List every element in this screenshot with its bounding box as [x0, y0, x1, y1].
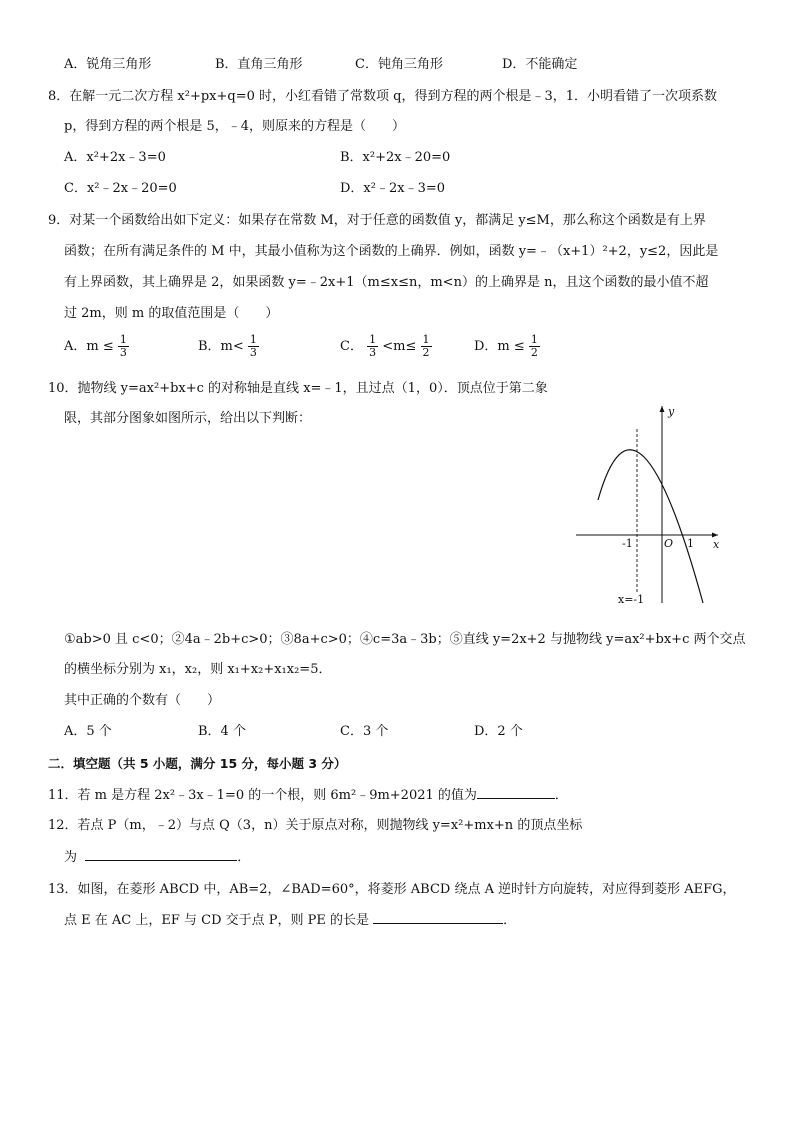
q11-answer-blank[interactable] [477, 786, 555, 799]
q8-option-c: C．x²﹣2x﹣20=0 [64, 181, 177, 196]
q7-option-a: A．锐角三角形 [64, 57, 152, 72]
q9-stem-line4: 过 2m，则 m 的取值范围是（ ） [64, 306, 279, 321]
y-axis-arrow [660, 406, 665, 412]
q10-stem-line1: 10．抛物线 y=ax²+bx+c 的对称轴是直线 x=﹣1，且过点（1，0）．顶点位于第二象 [48, 381, 548, 396]
q7-option-d: D．不能确定 [502, 57, 578, 72]
tick-label-neg1: -1 [622, 537, 633, 550]
q10-statements-line1: ①ab>0 且 c<0；②4a﹣2b+c>0；③8a+c>0；④c=3a﹣3b；⑤直线 y=2x+2 与抛物线 y=ax²+bx+c 两个交点 [64, 632, 746, 647]
fraction: $\frac{1}{3}$ [369, 333, 377, 359]
q10-option-d: D．2 个 [474, 724, 523, 739]
q12-stem-line1: 12．若点 P（m，﹣2）与点 Q（3，n）关于原点对称，则抛物线 y=x²+mx+n 的顶点坐标 [48, 818, 583, 833]
symmetry-axis-label: x=-1 [618, 593, 645, 606]
q9-stem-line2: 函数；在所有满足条件的 M 中，其最小值称为这个函数的上确界．例如，函数 y=﹣（x+1）²+2，y≤2，因此是 [64, 244, 719, 259]
q9-option-a: A．m ≤ $\frac{1}{3}$ [64, 333, 127, 359]
q10-option-c: C．3 个 [340, 724, 389, 739]
x-axis-label: x [713, 538, 720, 551]
section-title-fill-in: 二．填空题（共 5 小题，满分 15 分，每小题 3 分） [48, 756, 347, 771]
fraction: $\frac{1}{2}$ [530, 333, 538, 359]
q11-stem: 11．若 m 是方程 2x²﹣3x﹣1=0 的一个根，则 6m²﹣9m+2021 的值为 ． [48, 788, 568, 803]
q9-option-c: C． $\frac{1}{3}$ <m≤ $\frac{1}{2}$ [340, 333, 430, 359]
q9-stem-line1: 9．对某一个函数给出如下定义：如果存在常数 M，对于任意的函数值 y，都满足 y≤M，那么称这个函数是有上界 [48, 213, 706, 228]
q7-option-c: C．钝角三角形 [355, 57, 443, 72]
q9-option-d: D．m ≤ $\frac{1}{2}$ [474, 333, 538, 359]
tick-label-1: 1 [687, 537, 694, 550]
q10-question: 其中正确的个数有（ ） [64, 693, 221, 708]
q10-option-b: B．4 个 [198, 724, 246, 739]
q13-answer-blank[interactable] [373, 911, 503, 924]
q8-stem-line2: p，得到方程的两个根是 5，﹣4，则原来的方程是（ ） [64, 119, 405, 134]
fraction: $\frac{1}{2}$ [422, 333, 430, 359]
origin-label: O [664, 537, 674, 550]
q7-option-b: B．直角三角形 [215, 57, 303, 72]
parabola-curve [598, 450, 703, 603]
q8-stem-line1: 8．在解一元二次方程 x²+px+q=0 时，小红看错了常数项 q，得到方程的两个根是﹣3，1．小明看错了一次项系数 [48, 89, 717, 104]
x-axis-arrow [712, 533, 718, 538]
q12-answer-blank[interactable] [85, 848, 237, 861]
q12-stem-line2: 为 ． [64, 850, 251, 865]
q8-option-b: B．x²+2x﹣20=0 [340, 150, 451, 165]
q9-option-b: B．m< $\frac{1}{3}$ [198, 333, 257, 359]
fraction: $\frac{1}{3}$ [249, 333, 257, 359]
q10-option-a: A．5 个 [64, 724, 112, 739]
q10-statements-line2: 的横坐标分别为 x₁，x₂，则 x₁+x₂+x₁x₂=5． [64, 662, 332, 677]
q9-stem-line3: 有上界函数，其上确界是 2，如果函数 y=﹣2x+1（m≤x≤n，m<n）的上确界是 n，且这个函数的最小值不超 [64, 275, 709, 290]
parabola-graph [572, 403, 722, 608]
q13-stem-line1: 13．如图，在菱形 ABCD 中，AB=2，∠BAD=60°，将菱形 ABCD 绕点 A 逆时针方向旋转，对应得到菱形 AEFG， [48, 882, 736, 897]
y-axis-label: y [668, 405, 675, 418]
q13-stem-line2: 点 E 在 AC 上，EF 与 CD 交于点 P，则 PE 的长是 ． [64, 913, 517, 928]
q8-option-d: D．x²﹣2x﹣3=0 [340, 181, 446, 196]
fraction: $\frac{1}{3}$ [119, 333, 127, 359]
q8-option-a: A．x²+2x﹣3=0 [64, 150, 166, 165]
q10-stem-line2: 限，其部分图象如图所示，给出以下判断： [64, 411, 312, 426]
